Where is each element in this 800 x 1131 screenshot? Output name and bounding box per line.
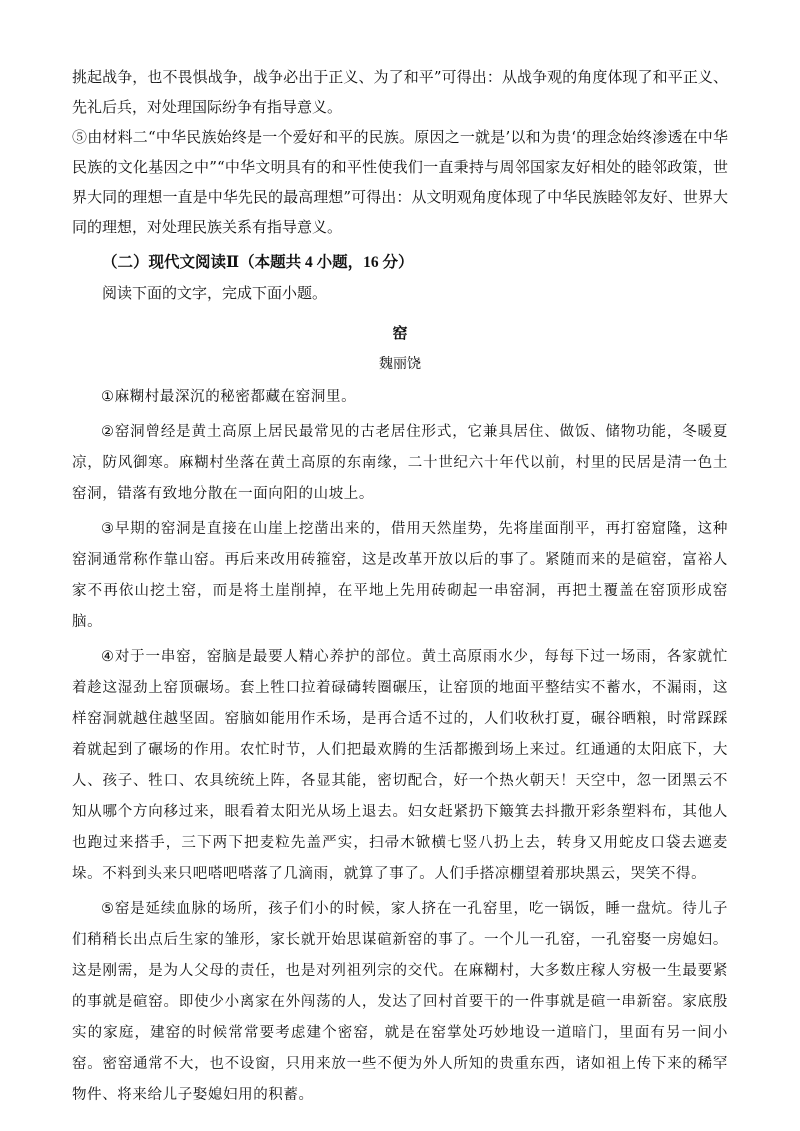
article-title: 窑 — [392, 324, 408, 342]
article-paragraph-3: ③早期的窑洞是直接在山崖上挖凿出来的，借用天然崖势，先将崖面削平，再打窑窟隆，这种窑洞通常称作靠山窑。再后来改用砖箍窑，这是改革开放以后的事了。紧随而来的是碹窑，富裕人家不再依山挖土窑，而是将土崖削掉，在平地上先用砖砌起一串窑洞，再把土覆盖在窑顶形成窑脑。 — [72, 521, 728, 630]
answer-paragraph-2: ⑤由材料二“中华民族始终是一个爱好和平的民族。原因之一就是’以和为贵‘的理念始终渗透在中华民族的文化基因之中”“中华文明具有的和平性使我们一直秉持与周邻国家友好相处的睦邻政策，世界大同的理想一直是中华先民的最高理想”可得出：从文明观角度体现了中华民族睦邻友好、世界大同的理想，对处理民族关系有指导意义。 — [72, 128, 728, 236]
answer-paragraph-1: 挑起战争，也不畏惧战争，战争必出于正义、为了和平”可得出：从战争观的角度体现了和平正义、先礼后兵，对处理国际纷争有指导意义。 — [72, 68, 728, 116]
article-paragraph-4: ④对于一串窑，窑脑是最要人精心养护的部位。黄土高原雨水少，每每下过一场雨，各家就忙着趁这湿劲上窑顶碾场。套上牲口拉着碌碡转圈碾压，让窑顶的地面平整结实不蓄水，不漏雨，这样窑洞就越住越坚固。窑脑如能用作禾场，是再合适不过的，人们收秋打夏，碾谷晒粮，时常踩踩着就起到了碾场的作用。农忙时节，人们把最欢腾的生活都搬到场上来过。红通通的太阳底下，大人、孩子、牲口、农具统统上阵，各显其能，密切配合，好一个热火朝天！天空中，忽一团黑云不知从哪个方向移过来，眼看着太阳光从场上退去。妇女赶紧扔下簸箕去抖撒开彩条塑料布，其他人也跑过来搭手，三下两下把麦粒先盖严实，扫帚木锨横七竖八扔上去，转身又用蛇皮口袋去遮麦垛。不料到头来只吧嗒吧嗒落了几滴雨，就算了事了。人们手搭凉棚望着那块黑云，哭笑不得。 — [72, 649, 728, 882]
article-paragraph-2: ②窑洞曾经是黄土高原上居民最常见的古老居住形式，它兼具居住、做饭、储物功能，冬暖夏凉，防风御寒。麻糊村坐落在黄土高原的东南缘，二十世纪六十年代以前，村里的民居是清一色土窑洞，错落有致地分散在一面向阳的山坡上。 — [72, 424, 728, 502]
article-paragraph-5: ⑤窑是延续血脉的场所，孩子们小的时候，家人挤在一孔窑里，吃一锅饭，睡一盘炕。待儿子们稍稍长出点后生家的雏形，家长就开始思谋碹新窑的事了。一个儿一孔窑，一孔窑娶一房媳妇。这是刚需，是为人父母的责任，也是对列祖列宗的交代。在麻糊村，大多数庄稼人穷极一生最要紧的事就是碹窑。即使少小离家在外闯荡的人，发达了回村首要干的一件事就是碹一串新窑。家底殷实的家庭，建窑的时候常常要考虑建个密窑，就是在窑掌处巧妙地设一道暗门，里面有另一间小窑。密窑通常不大，也不设窗，只用来放一些不便为外人所知的贵重东西，诸如祖上传下来的稀罕物件、将来给儿子娶媳妇用的积蓄。 — [72, 901, 728, 1103]
document-page — [72, 62, 728, 1115]
reading-instruction: 阅读下面的文字，完成下面小题。 — [102, 284, 328, 302]
article-author: 魏丽饶 — [379, 356, 421, 372]
section-heading: （二）现代文阅读Ⅱ（本题共 4 小题，16 分） — [102, 254, 414, 271]
article-paragraph-1: ①麻糊村最深沉的秘密都藏在窑洞里。 — [101, 389, 357, 405]
